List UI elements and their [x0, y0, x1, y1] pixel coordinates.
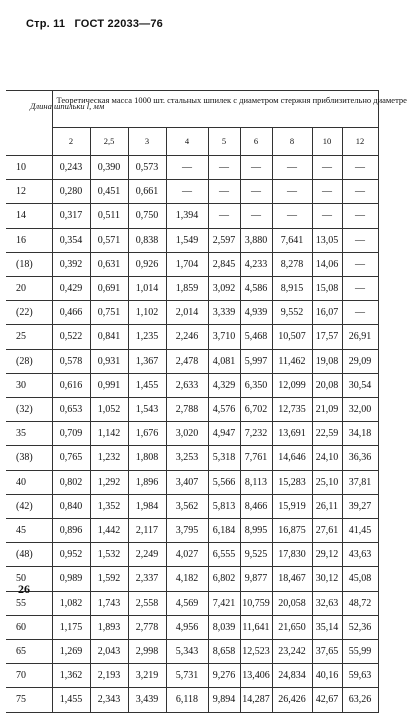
mass-cell: 1,859 [166, 277, 208, 301]
mass-cell: 3,795 [166, 519, 208, 543]
mass-cell: 0,661 [128, 180, 166, 204]
mass-cell: 1,984 [128, 494, 166, 518]
length-cell: (18) [6, 252, 52, 276]
mass-cell: — [312, 180, 342, 204]
mass-cell: 37,65 [312, 640, 342, 664]
mass-cell: 3,253 [166, 446, 208, 470]
table-row [6, 591, 378, 615]
mass-cell: 1,052 [90, 398, 128, 422]
mass-cell: 21,650 [272, 615, 312, 639]
mass-cell: 1,455 [128, 373, 166, 397]
mass-cell: 1,367 [128, 349, 166, 373]
length-cell: (32) [6, 398, 52, 422]
mass-cell: 5,468 [240, 325, 272, 349]
length-cell: (38) [6, 446, 52, 470]
mass-cell: 0,429 [52, 277, 90, 301]
mass-cell: 0,317 [52, 204, 90, 228]
mass-cell: 2,337 [128, 567, 166, 591]
mass-cell: 2,845 [208, 252, 240, 276]
mass-cell: 5,318 [208, 446, 240, 470]
mass-cell: 32,63 [312, 591, 342, 615]
mass-cell: 15,08 [312, 277, 342, 301]
table-row [6, 301, 378, 325]
mass-cell: 4,569 [166, 591, 208, 615]
page-number: 26 [18, 582, 30, 596]
length-cell: 30 [6, 373, 52, 397]
mass-cell: 5,997 [240, 349, 272, 373]
mass-cell: 8,278 [272, 252, 312, 276]
table-row [6, 640, 378, 664]
mass-cell: 13,05 [312, 228, 342, 252]
diameter-header-cell: 5 [208, 128, 240, 156]
mass-cell: 8,113 [240, 470, 272, 494]
mass-cell: 1,893 [90, 615, 128, 639]
mass-cell: — [342, 180, 378, 204]
diameter-header-cell: 6 [240, 128, 272, 156]
mass-cell: 24,834 [272, 664, 312, 688]
length-cell: 14 [6, 204, 52, 228]
mass-cell: 55,99 [342, 640, 378, 664]
length-cell: 50 [6, 567, 52, 591]
mass-cell: 36,36 [342, 446, 378, 470]
mass-cell: 17,57 [312, 325, 342, 349]
mass-cell: 41,45 [342, 519, 378, 543]
mass-cell: 5,566 [208, 470, 240, 494]
mass-cell: 0,991 [90, 373, 128, 397]
table-row [6, 494, 378, 518]
mass-cell: 4,576 [208, 398, 240, 422]
mass-cell: 4,329 [208, 373, 240, 397]
diameter-header-cell: 2 [52, 128, 90, 156]
table-row [6, 252, 378, 276]
mass-cell: 39,27 [342, 494, 378, 518]
mass-cell: — [272, 156, 312, 180]
mass-cell: 0,653 [52, 398, 90, 422]
mass-cell: 23,242 [272, 640, 312, 664]
mass-cell: 1,014 [128, 277, 166, 301]
diameter-header-cell: 4 [166, 128, 208, 156]
mass-cell: 6,702 [240, 398, 272, 422]
length-cell: 60 [6, 615, 52, 639]
mass-cell: 35,14 [312, 615, 342, 639]
mass-cell: 4,027 [166, 543, 208, 567]
mass-cell: 1,549 [166, 228, 208, 252]
mass-cell: 25,10 [312, 470, 342, 494]
mass-cell: 0,280 [52, 180, 90, 204]
mass-cell: 7,761 [240, 446, 272, 470]
diameter-header-cell: 10 [312, 128, 342, 156]
length-cell: 35 [6, 422, 52, 446]
mass-cell: 0,573 [128, 156, 166, 180]
mass-cell: 2,246 [166, 325, 208, 349]
diameter-header-row [6, 128, 378, 156]
mass-cell: 0,896 [52, 519, 90, 543]
mass-cell: 7,641 [272, 228, 312, 252]
mass-cell: 52,36 [342, 615, 378, 639]
mass-cell: 2,597 [208, 228, 240, 252]
mass-cell: 0,952 [52, 543, 90, 567]
mass-cell: 12,523 [240, 640, 272, 664]
table-row [6, 664, 378, 688]
mass-cell: 1,676 [128, 422, 166, 446]
mass-cell: 5,813 [208, 494, 240, 518]
mass-cell: 1,704 [166, 252, 208, 276]
mass-cell: 16,07 [312, 301, 342, 325]
table-row [6, 422, 378, 446]
length-cell: 55 [6, 591, 52, 615]
mass-cell: 3,562 [166, 494, 208, 518]
mass-cell: 6,802 [208, 567, 240, 591]
diameter-header-cell: 2,5 [90, 128, 128, 156]
mass-cell: 3,219 [128, 664, 166, 688]
mass-cell: 2,014 [166, 301, 208, 325]
mass-cell: 12,735 [272, 398, 312, 422]
mass-cell: 0,750 [128, 204, 166, 228]
length-cell: (22) [6, 301, 52, 325]
mass-cell: — [312, 156, 342, 180]
mass-cell: 20,08 [312, 373, 342, 397]
mass-cell: 0,840 [52, 494, 90, 518]
mass-cell: 37,81 [342, 470, 378, 494]
mass-cell: 29,09 [342, 349, 378, 373]
mass-cell: 8,915 [272, 277, 312, 301]
table-row [6, 180, 378, 204]
mass-cell: 1,269 [52, 640, 90, 664]
mass-cell: 1,896 [128, 470, 166, 494]
diameter-header-cell: 12 [342, 128, 378, 156]
mass-cell: 1,394 [166, 204, 208, 228]
mass-cell: 2,558 [128, 591, 166, 615]
mass-cell: 9,552 [272, 301, 312, 325]
mass-cell: — [208, 156, 240, 180]
mass-cell: 21,09 [312, 398, 342, 422]
mass-cell: 7,232 [240, 422, 272, 446]
mass-cell: 32,00 [342, 398, 378, 422]
length-cell: 75 [6, 688, 52, 712]
mass-cell: — [240, 156, 272, 180]
mass-cell: 11,462 [272, 349, 312, 373]
mass-cell: — [342, 156, 378, 180]
mass-cell: 3,710 [208, 325, 240, 349]
mass-cell: 3,439 [128, 688, 166, 712]
table-row [6, 543, 378, 567]
mass-cell: — [342, 204, 378, 228]
mass-cell: — [240, 204, 272, 228]
mass-cell: 12,099 [272, 373, 312, 397]
mass-table [6, 90, 407, 713]
mass-cell: 0,691 [90, 277, 128, 301]
length-cell: 65 [6, 640, 52, 664]
length-cell: 25 [6, 325, 52, 349]
mass-cell: 18,467 [272, 567, 312, 591]
mass-cell: 0,571 [90, 228, 128, 252]
mass-cell: 0,511 [90, 204, 128, 228]
mass-cell: 2,778 [128, 615, 166, 639]
mass-cell: 1,102 [128, 301, 166, 325]
mass-cell: — [208, 204, 240, 228]
mass-cell: 0,926 [128, 252, 166, 276]
mass-cell: 63,26 [342, 688, 378, 712]
mass-cell: 26,91 [342, 325, 378, 349]
length-cell: 16 [6, 228, 52, 252]
mass-cell: 8,466 [240, 494, 272, 518]
mass-cell: — [166, 180, 208, 204]
mass-cell: 20,058 [272, 591, 312, 615]
mass-cell: 8,658 [208, 640, 240, 664]
mass-cell: 1,352 [90, 494, 128, 518]
mass-cell: 0,466 [52, 301, 90, 325]
mass-cell: 3,339 [208, 301, 240, 325]
mass-cell: 10,759 [240, 591, 272, 615]
page-header [26, 18, 169, 30]
mass-cell: 0,931 [90, 349, 128, 373]
mass-cell: 40,16 [312, 664, 342, 688]
mass-cell: — [342, 228, 378, 252]
length-cell: 45 [6, 519, 52, 543]
mass-cell: 2,043 [90, 640, 128, 664]
mass-cell: 1,292 [90, 470, 128, 494]
table-row [6, 519, 378, 543]
mass-cell: 2,193 [90, 664, 128, 688]
mass-cell: 2,478 [166, 349, 208, 373]
mass-cell: 26,426 [272, 688, 312, 712]
length-cell: 70 [6, 664, 52, 688]
mass-cell: 2,633 [166, 373, 208, 397]
mass-cell: 9,525 [240, 543, 272, 567]
table-row [6, 446, 378, 470]
length-column-header: Длина шпильки l, мм [6, 91, 52, 156]
mass-cell: — [342, 252, 378, 276]
length-cell: 12 [6, 180, 52, 204]
mass-cell: 27,61 [312, 519, 342, 543]
mass-cell: 0,243 [52, 156, 90, 180]
mass-cell: 1,235 [128, 325, 166, 349]
mass-cell: 9,276 [208, 664, 240, 688]
mass-cell: 1,743 [90, 591, 128, 615]
table-row [6, 373, 378, 397]
mass-cell: 14,06 [312, 252, 342, 276]
mass-cell: 0,616 [52, 373, 90, 397]
table-row [6, 688, 378, 712]
table-row [6, 470, 378, 494]
table-row [6, 204, 378, 228]
mass-cell: 15,919 [272, 494, 312, 518]
mass-cell: — [312, 204, 342, 228]
table-caption: Теоретическая масса 1000 шт. стальных шпилек с диаметром стержня приблизительно диаметре [52, 91, 378, 128]
mass-cell: 13,691 [272, 422, 312, 446]
mass-cell: 0,709 [52, 422, 90, 446]
table-row [6, 156, 378, 180]
table-row [6, 398, 378, 422]
mass-cell: — [208, 180, 240, 204]
mass-cell: 11,641 [240, 615, 272, 639]
diameter-header-cell: 3 [128, 128, 166, 156]
mass-cell: — [342, 277, 378, 301]
table-row [6, 325, 378, 349]
table-row [6, 277, 378, 301]
mass-cell: 1,532 [90, 543, 128, 567]
mass-cell: 16,875 [272, 519, 312, 543]
mass-cell: — [342, 301, 378, 325]
table-body [6, 156, 378, 713]
mass-cell: 1,455 [52, 688, 90, 712]
mass-cell: 9,894 [208, 688, 240, 712]
mass-cell: 3,092 [208, 277, 240, 301]
mass-cell: — [240, 180, 272, 204]
mass-cell: 14,646 [272, 446, 312, 470]
length-cell: (28) [6, 349, 52, 373]
mass-cell: 0,631 [90, 252, 128, 276]
mass-cell: 4,939 [240, 301, 272, 325]
mass-cell: 1,592 [90, 567, 128, 591]
mass-cell: 22,59 [312, 422, 342, 446]
mass-cell: 4,233 [240, 252, 272, 276]
mass-cell: 0,390 [90, 156, 128, 180]
mass-cell: 48,72 [342, 591, 378, 615]
table-row [6, 567, 378, 591]
mass-table-container [6, 90, 407, 713]
mass-cell: 0,802 [52, 470, 90, 494]
length-cell: (42) [6, 494, 52, 518]
mass-cell: 1,232 [90, 446, 128, 470]
mass-cell: 5,731 [166, 664, 208, 688]
mass-cell: 4,586 [240, 277, 272, 301]
mass-cell: 6,350 [240, 373, 272, 397]
mass-cell: 4,081 [208, 349, 240, 373]
mass-cell: 1,808 [128, 446, 166, 470]
mass-cell: 1,175 [52, 615, 90, 639]
mass-cell: 2,249 [128, 543, 166, 567]
mass-cell: 42,67 [312, 688, 342, 712]
mass-cell: 34,18 [342, 422, 378, 446]
mass-cell: 9,877 [240, 567, 272, 591]
length-cell: 40 [6, 470, 52, 494]
mass-cell: 45,08 [342, 567, 378, 591]
mass-cell: 10,507 [272, 325, 312, 349]
mass-cell: 6,184 [208, 519, 240, 543]
mass-cell: 0,578 [52, 349, 90, 373]
mass-cell: 6,555 [208, 543, 240, 567]
mass-cell: 3,880 [240, 228, 272, 252]
mass-cell: 14,287 [240, 688, 272, 712]
mass-cell: — [272, 204, 312, 228]
mass-cell: 24,10 [312, 446, 342, 470]
mass-cell: 6,118 [166, 688, 208, 712]
mass-cell: 7,421 [208, 591, 240, 615]
mass-cell: 17,830 [272, 543, 312, 567]
mass-cell: 30,12 [312, 567, 342, 591]
mass-cell: 0,989 [52, 567, 90, 591]
mass-cell: — [166, 156, 208, 180]
mass-cell: 19,08 [312, 349, 342, 373]
mass-cell: 2,998 [128, 640, 166, 664]
mass-cell: 2,343 [90, 688, 128, 712]
mass-cell: 3,407 [166, 470, 208, 494]
page-label: Стр. 11 [26, 18, 66, 30]
mass-cell: 2,788 [166, 398, 208, 422]
mass-cell: 0,751 [90, 301, 128, 325]
table-row [6, 615, 378, 639]
mass-cell: 4,947 [208, 422, 240, 446]
length-cell: (48) [6, 543, 52, 567]
mass-cell: 1,442 [90, 519, 128, 543]
mass-cell: 0,841 [90, 325, 128, 349]
length-cell: 20 [6, 277, 52, 301]
mass-cell: — [272, 180, 312, 204]
mass-cell: 1,362 [52, 664, 90, 688]
mass-cell: 4,182 [166, 567, 208, 591]
mass-cell: 8,039 [208, 615, 240, 639]
table-row [6, 349, 378, 373]
mass-cell: 0,838 [128, 228, 166, 252]
mass-cell: 13,406 [240, 664, 272, 688]
mass-cell: 26,11 [312, 494, 342, 518]
mass-cell: 0,392 [52, 252, 90, 276]
mass-cell: 59,63 [342, 664, 378, 688]
standard-label: ГОСТ 22033—76 [74, 18, 163, 30]
mass-cell: 0,522 [52, 325, 90, 349]
mass-cell: 43,63 [342, 543, 378, 567]
mass-cell: 29,12 [312, 543, 342, 567]
mass-cell: 1,142 [90, 422, 128, 446]
mass-cell: 5,343 [166, 640, 208, 664]
mass-cell: 2,117 [128, 519, 166, 543]
mass-cell: 15,283 [272, 470, 312, 494]
mass-cell: 3,020 [166, 422, 208, 446]
mass-cell: 8,995 [240, 519, 272, 543]
mass-cell: 30,54 [342, 373, 378, 397]
mass-cell: 1,543 [128, 398, 166, 422]
length-cell: 10 [6, 156, 52, 180]
diameter-header-cell: 8 [272, 128, 312, 156]
table-row [6, 228, 378, 252]
mass-cell: 0,765 [52, 446, 90, 470]
mass-cell: 4,956 [166, 615, 208, 639]
mass-cell: 0,451 [90, 180, 128, 204]
mass-cell: 0,354 [52, 228, 90, 252]
mass-cell: 1,082 [52, 591, 90, 615]
